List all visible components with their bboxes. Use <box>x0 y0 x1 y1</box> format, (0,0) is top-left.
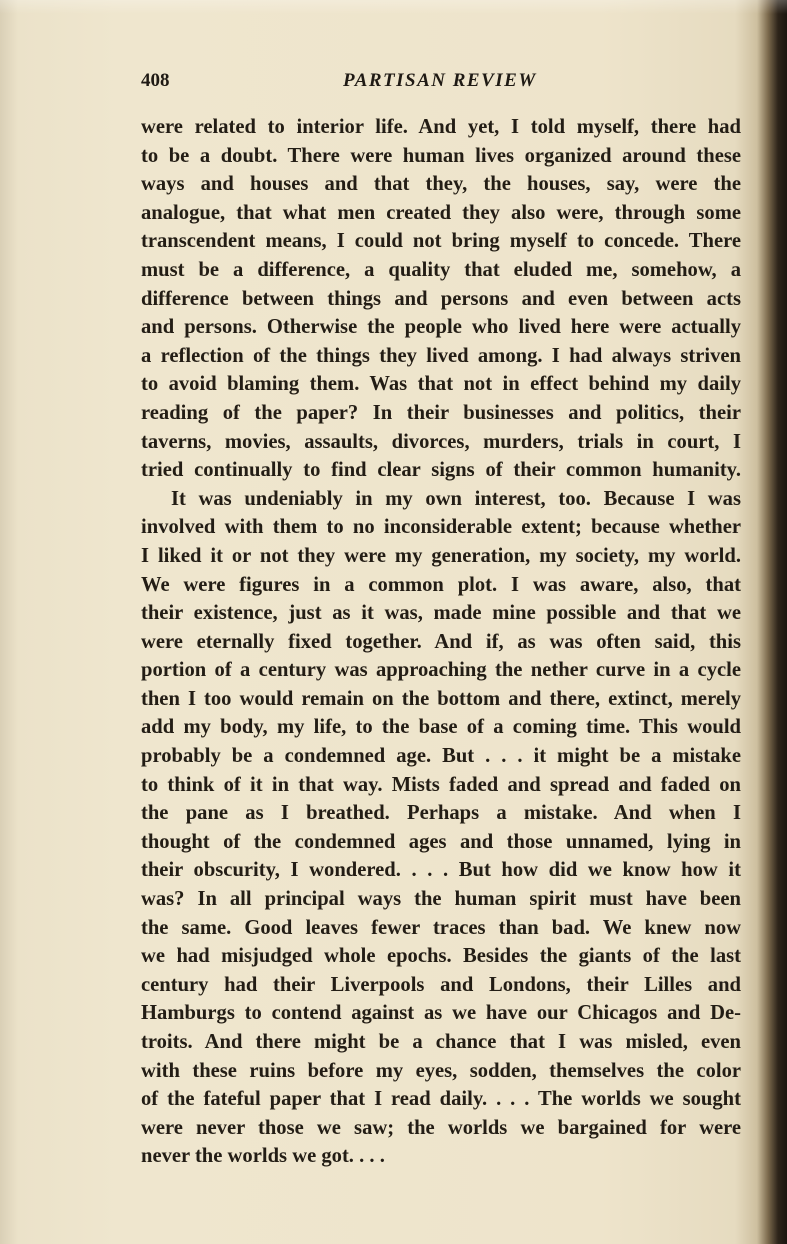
paragraph-2 <box>141 485 741 1171</box>
text-line: century had their Liverpools and Londons, their Lilles and <box>141 973 741 996</box>
body-text <box>141 113 741 1171</box>
text-line: thought of the condemned ages and those unnamed, lying in <box>141 830 741 853</box>
text-line: probably be a condemned age. But . . . it might be a mistake <box>141 745 741 768</box>
text-line: add my body, my life, to the base of a coming time. This would <box>141 716 741 739</box>
text-line: portion of a century was approaching the nether curve in a cycle <box>141 659 741 682</box>
text-line: the same. Good leaves fewer traces than bad. We knew now <box>141 916 741 939</box>
text-line: never the worlds we got. . . . <box>141 1145 385 1168</box>
text-line: of the fateful paper that I read daily. . . . The worlds we sought <box>141 1088 741 1111</box>
text-line: to be a doubt. There were human lives organized around these <box>141 144 741 167</box>
text-line: we had misjudged whole epochs. Besides the giants of the last <box>141 945 741 968</box>
text-line: their obscurity, I wondered. . . . But how did we know how it <box>141 859 741 882</box>
text-line: a reflection of the things they lived among. I had always striven <box>141 344 741 367</box>
text-line: must be a difference, a quality that eluded me, somehow, a <box>141 258 741 281</box>
text-line: their existence, just as it was, made mine possible and that we <box>141 602 741 625</box>
text-line: to think of it in that way. Mists faded and spread and faded on <box>141 773 741 796</box>
text-line: then I too would remain on the bottom and there, extinct, merely <box>141 687 741 710</box>
text-line: were related to interior life. And yet, I told myself, there had <box>141 116 741 138</box>
text-line: taverns, movies, assaults, divorces, murders, trials in court, I <box>141 430 741 453</box>
page-number: 408 <box>141 70 170 91</box>
text-line: I liked it or not they were my generation, my society, my world. <box>141 544 741 567</box>
text-line: to avoid blaming them. Was that not in effect behind my daily <box>141 373 741 396</box>
text-line: were eternally fixed together. And if, as was often said, this <box>141 630 741 653</box>
text-line: analogue, that what men created they also were, through some <box>141 201 741 224</box>
text-line: troits. And there might be a chance that I was misled, even <box>141 1031 741 1053</box>
text-line: It was undeniably in my own interest, too. Because I was <box>171 487 741 510</box>
text-line: tried continually to find clear signs of their common humanity. <box>141 459 741 482</box>
text-line: reading of the paper? In their businesses and politics, their <box>141 401 741 424</box>
text-line: We were figures in a common plot. I was aware, also, that <box>141 573 741 596</box>
text-line: the pane as I breathed. Perhaps a mistake. And when I <box>141 802 741 825</box>
page-header <box>141 70 741 100</box>
text-line: with these ruins before my eyes, sodden, themselves the color <box>141 1059 741 1082</box>
text-line: Hamburgs to contend against as we have our Chicagos and De- <box>141 1002 741 1025</box>
text-line: ways and houses and that they, the houses, say, were the <box>141 173 741 196</box>
text-line: were never those we saw; the worlds we bargained for were <box>141 1116 741 1139</box>
text-line: transcendent means, I could not bring myself to concede. There <box>141 230 741 253</box>
page-shading <box>0 0 787 14</box>
paragraph-1 <box>141 113 741 485</box>
text-line: and persons. Otherwise the people who lived here were actually <box>141 316 741 339</box>
text-line: was? In all principal ways the human spirit must have been <box>141 888 741 911</box>
text-line: difference between things and persons and even between acts <box>141 287 741 310</box>
text-line: involved with them to no inconsiderable extent; because whether <box>141 516 741 539</box>
running-head: PARTISAN REVIEW <box>343 70 537 91</box>
